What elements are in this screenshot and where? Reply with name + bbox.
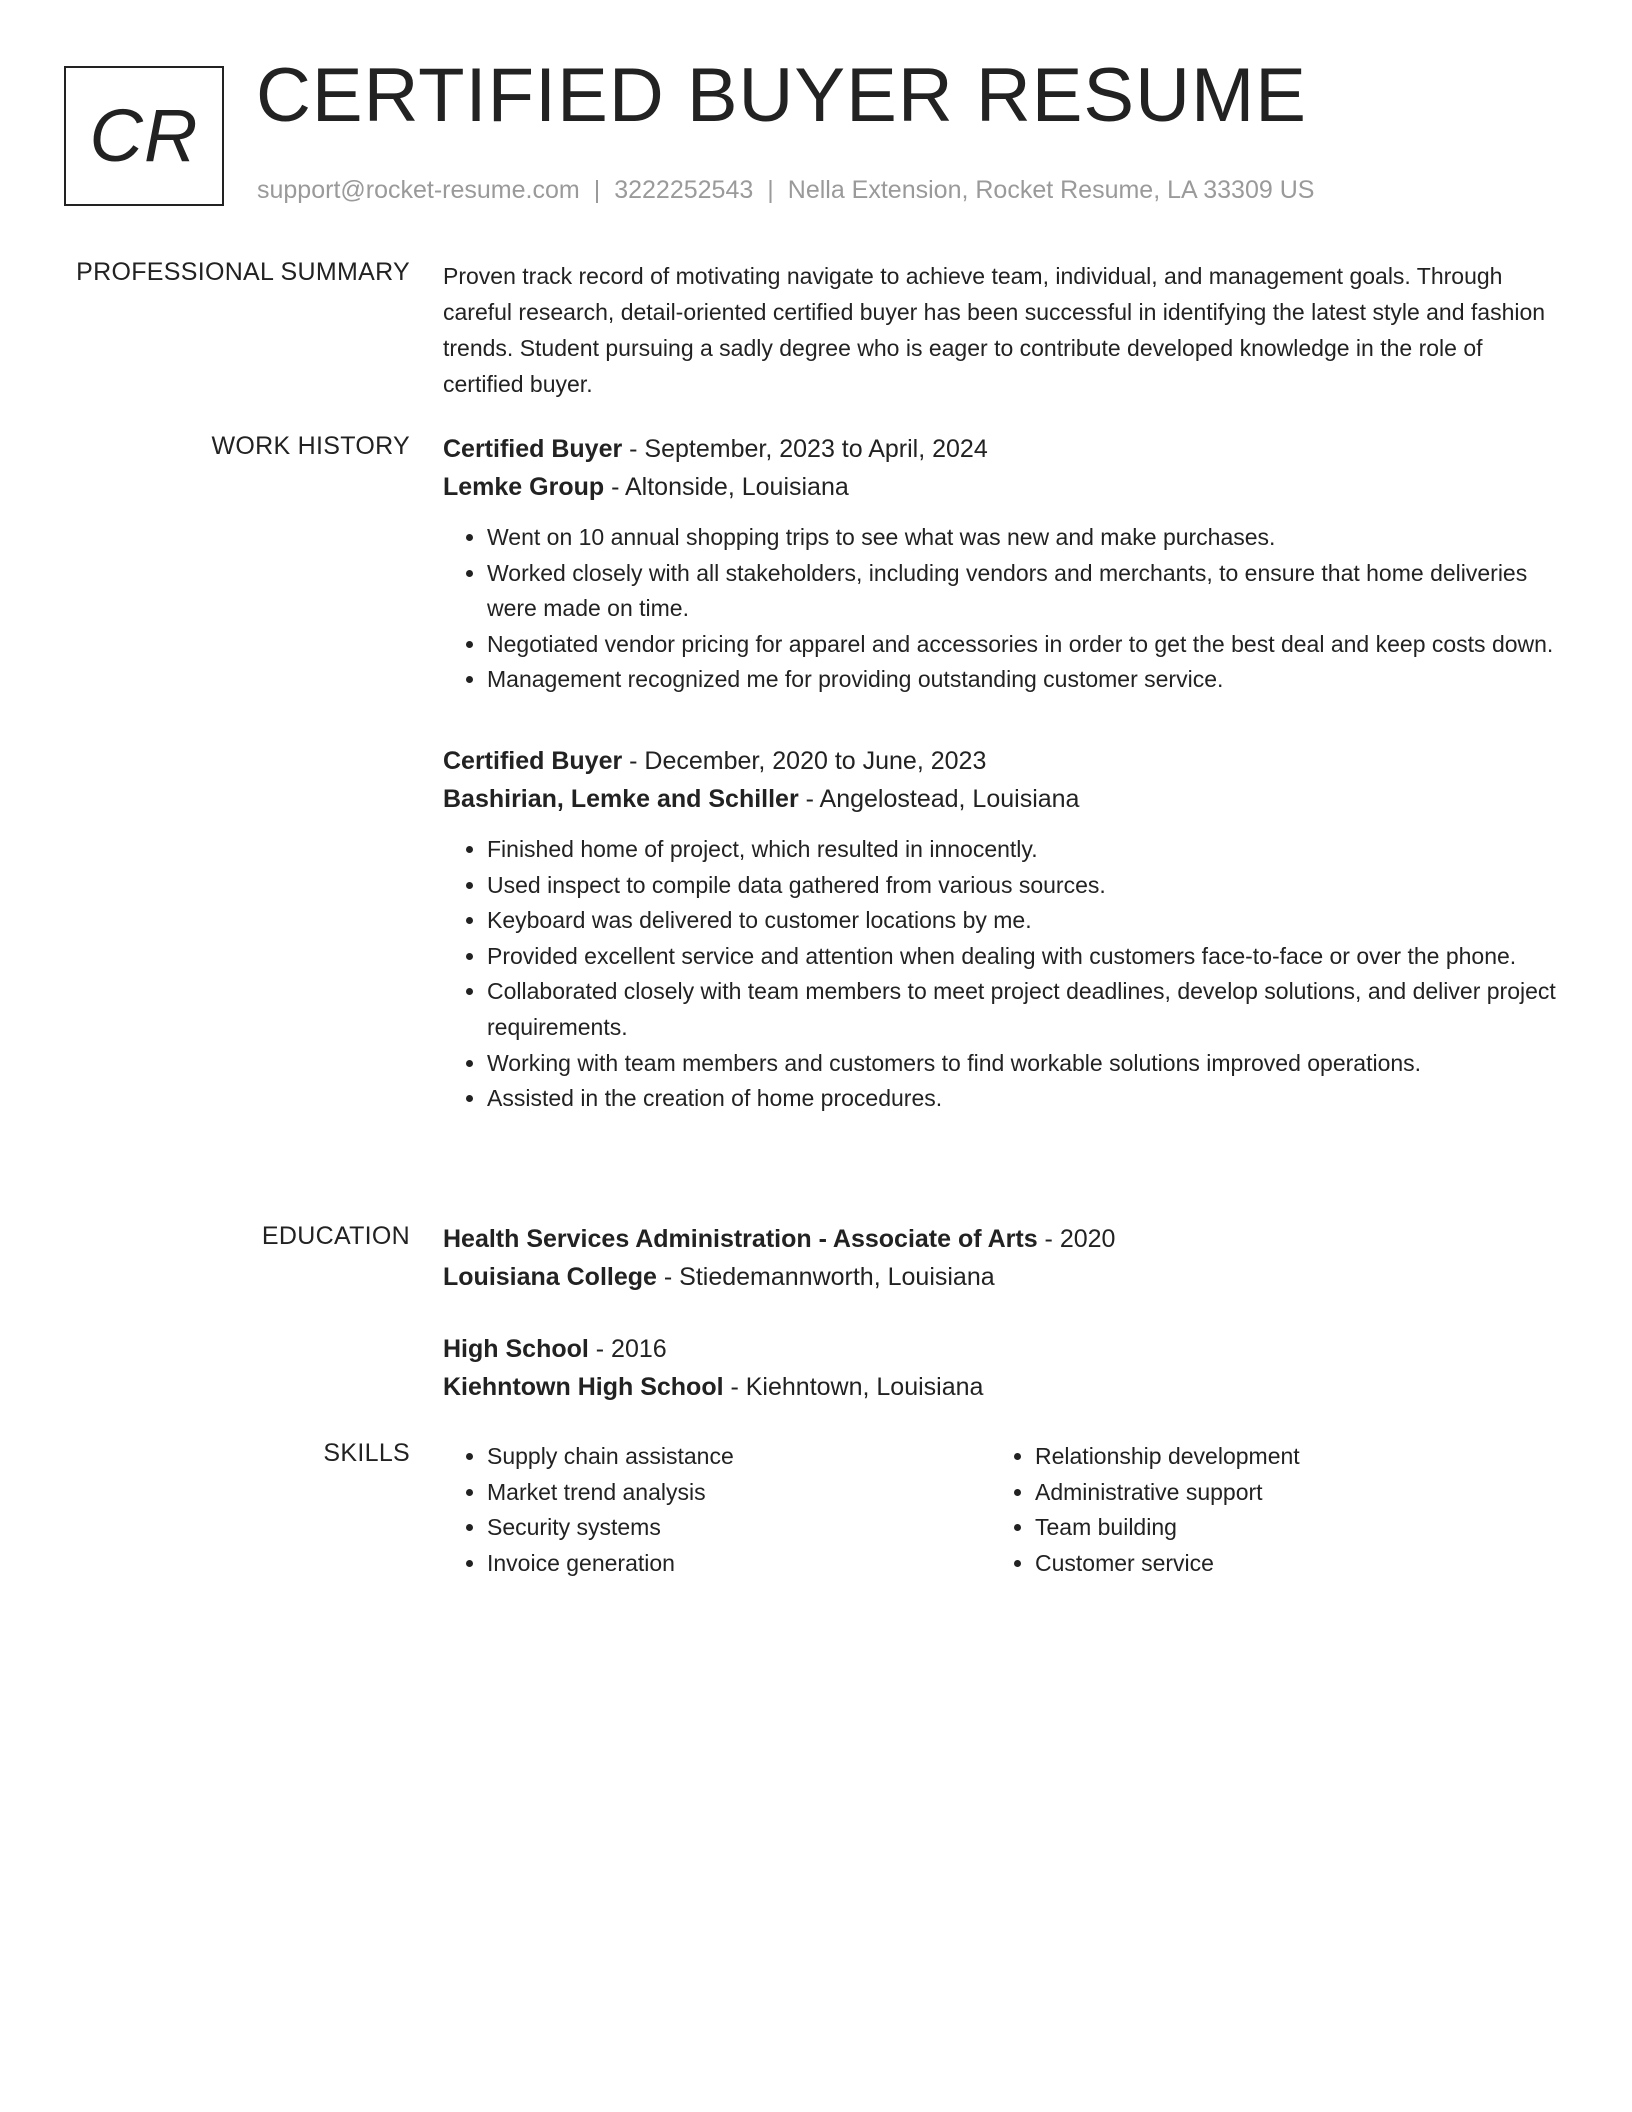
job-company-line	[443, 468, 1563, 506]
list-item: • Finished home of project, which resulted in innocently.	[487, 832, 1563, 868]
school-location: - Stiedemannworth, Louisiana	[656, 1263, 995, 1291]
list-item: • Went on 10 annual shopping trips to see what was new and make purchases.	[487, 520, 1563, 556]
skill-item: • Team building	[1035, 1510, 1535, 1546]
list-item: • Provided excellent service and attention when dealing with customers face-to-face or over the phone.	[487, 939, 1563, 975]
skill-item: • Supply chain assistance	[487, 1439, 987, 1475]
skill-item: • Invoice generation	[487, 1546, 987, 1582]
job-dates: - December, 2020 to June, 2023	[622, 746, 987, 775]
school-line	[443, 1368, 1563, 1406]
job-company: Lemke Group	[443, 473, 605, 501]
education-body	[443, 1220, 1563, 1440]
skill-item: • Relationship development	[1035, 1439, 1535, 1475]
skills-columns	[443, 1439, 1563, 1581]
list-item: • Used inspect to compile data gathered from various sources.	[487, 868, 1563, 904]
list-item: • Negotiated vendor pricing for apparel and accessories in order to get the best deal and keep costs down.	[487, 627, 1563, 663]
degree-line	[443, 1220, 1563, 1258]
list-item: • Assisted in the creation of home procedures.	[487, 1081, 1563, 1117]
job-company-line	[443, 780, 1563, 818]
resume-title: CERTIFIED BUYER RESUME	[256, 53, 1307, 138]
job-bullets	[443, 832, 1563, 1117]
job-company: Bashirian, Lemke and Schiller	[443, 784, 799, 813]
school-name: Louisiana College	[443, 1263, 657, 1291]
skills-list-right	[987, 1439, 1535, 1581]
job-dates: - September, 2023 to April, 2024	[622, 435, 988, 463]
contact-address: Nella Extension, Rocket Resume, LA 33309 US	[787, 176, 1315, 204]
section-label: PROFESSIONAL SUMMARY	[76, 258, 410, 286]
degree-name: Health Services Administration - Associate of Arts	[443, 1225, 1038, 1253]
job-title: Certified Buyer	[443, 746, 623, 775]
list-item: • Working with team members and customers to find workable solutions improved operations.	[487, 1046, 1563, 1082]
school-name: Kiehntown High School	[443, 1373, 724, 1401]
skill-item: • Security systems	[487, 1510, 987, 1546]
contact-line	[257, 176, 1314, 205]
contact-phone: 3222252543	[614, 176, 754, 204]
degree-line	[443, 1330, 1563, 1368]
skill-item: • Administrative support	[1035, 1475, 1535, 1511]
monogram-initials: CR	[89, 94, 199, 177]
list-item: • Management recognized me for providing outstanding customer service.	[487, 662, 1563, 698]
list-item: • Worked closely with all stakeholders, including vendors and merchants, to ensure that home deliveries were made on time.	[487, 556, 1563, 627]
education-entry	[443, 1220, 1563, 1296]
contact-separator: |	[767, 176, 774, 204]
job-title-line	[443, 430, 1563, 468]
list-item: • Keyboard was delivered to customer locations by me.	[487, 903, 1563, 939]
job-location: - Angelostead, Louisiana	[798, 784, 1080, 813]
degree-year: - 2020	[1037, 1225, 1116, 1253]
job-location: - Altonside, Louisiana	[604, 473, 849, 501]
degree-name: High School	[443, 1335, 589, 1363]
list-item: • Collaborated closely with team members to meet project deadlines, develop solutions, and deliver project requirements.	[487, 974, 1563, 1045]
skill-item: • Market trend analysis	[487, 1475, 987, 1511]
degree-year: - 2016	[588, 1335, 667, 1363]
job-title-line	[443, 742, 1563, 780]
skills-body	[443, 1439, 1563, 1581]
job-entry	[443, 742, 1563, 1117]
school-location: - Kiehntown, Louisiana	[723, 1373, 984, 1401]
school-line	[443, 1258, 1563, 1296]
monogram-box	[64, 66, 224, 206]
job-title: Certified Buyer	[443, 435, 623, 463]
job-bullets	[443, 520, 1563, 698]
section-label: SKILLS	[323, 1439, 410, 1467]
skills-list-left	[443, 1439, 987, 1581]
work-history-body	[443, 430, 1563, 1161]
section-label: WORK HISTORY	[211, 432, 410, 460]
contact-email: support@rocket-resume.com	[257, 176, 580, 204]
section-label: EDUCATION	[261, 1222, 410, 1250]
contact-separator: |	[593, 176, 601, 204]
job-entry	[443, 430, 1563, 698]
summary-body	[443, 258, 1563, 402]
skill-item: • Customer service	[1035, 1546, 1535, 1582]
education-entry	[443, 1330, 1563, 1406]
summary-text: Proven track record of motivating navigate to achieve team, individual, and management goals. Through careful research, detail-oriented certified buyer has been successful in identifying the latest style and fashion trends. Student pursuing a sadly degree who is eager to contribute developed knowledge in the role of certified buyer.	[443, 263, 1546, 397]
